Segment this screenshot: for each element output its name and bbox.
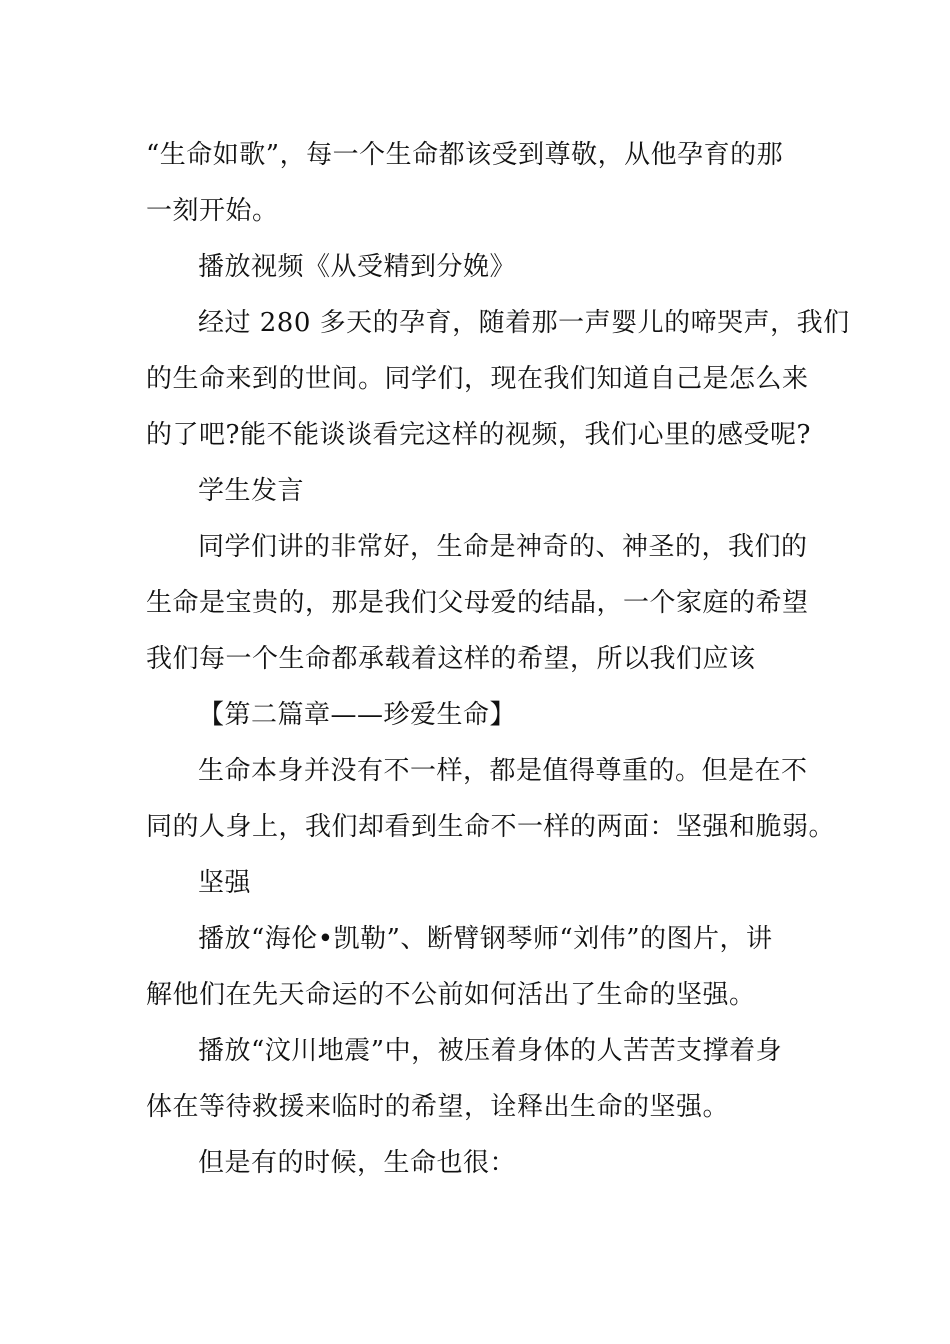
text-line: 同学们讲的非常好，生命是神奇的、神圣的，我们的 (198, 532, 808, 562)
section-heading: 【第二篇章——珍爱生命】 (198, 700, 517, 730)
text-line: 播放“汶川地震”中，被压着身体的人苦苦支撑着身 (198, 1036, 783, 1066)
text-line: 的了吧?能不能谈谈看完这样的视频，我们心里的感受呢? (146, 420, 811, 450)
text-line: 的生命来到的世间。同学们，现在我们知道自己是怎么来 (146, 364, 809, 394)
text-line: 播放“海伦•凯勒”、断臂钢琴师“刘伟”的图片，讲 (198, 924, 773, 954)
document-body (146, 127, 850, 1191)
text-line: 体在等待救援来临时的希望，诠释出生命的坚强。 (146, 1092, 730, 1122)
text-line: 坚强 (198, 868, 252, 898)
text-line: 学生发言 (198, 476, 305, 506)
text-line: 播放视频《从受精到分娩》 (198, 252, 517, 282)
text-line: 一刻开始。 (146, 196, 279, 226)
text-line: 但是有的时候，生命也很： (198, 1148, 517, 1178)
text-line: 生命是宝贵的，那是我们父母爱的结晶，一个家庭的希望 (146, 588, 809, 618)
text-line: 解他们在先天命运的不公前如何活出了生命的坚强。 (146, 980, 756, 1010)
text-line: 生命本身并没有不一样，都是值得尊重的。但是在不 (198, 756, 808, 786)
text-line: “生命如歌”，每一个生命都该受到尊敬，从他孕育的那 (146, 140, 784, 170)
text-line: 我们每一个生命都承载着这样的希望，所以我们应该 (146, 644, 756, 674)
text-line: 同的人身上，我们却看到生命不一样的两面：坚强和脆弱。 (146, 812, 836, 842)
text-line: 经过 280 多天的孕育，随着那一声婴儿的啼哭声，我们 (198, 308, 850, 338)
